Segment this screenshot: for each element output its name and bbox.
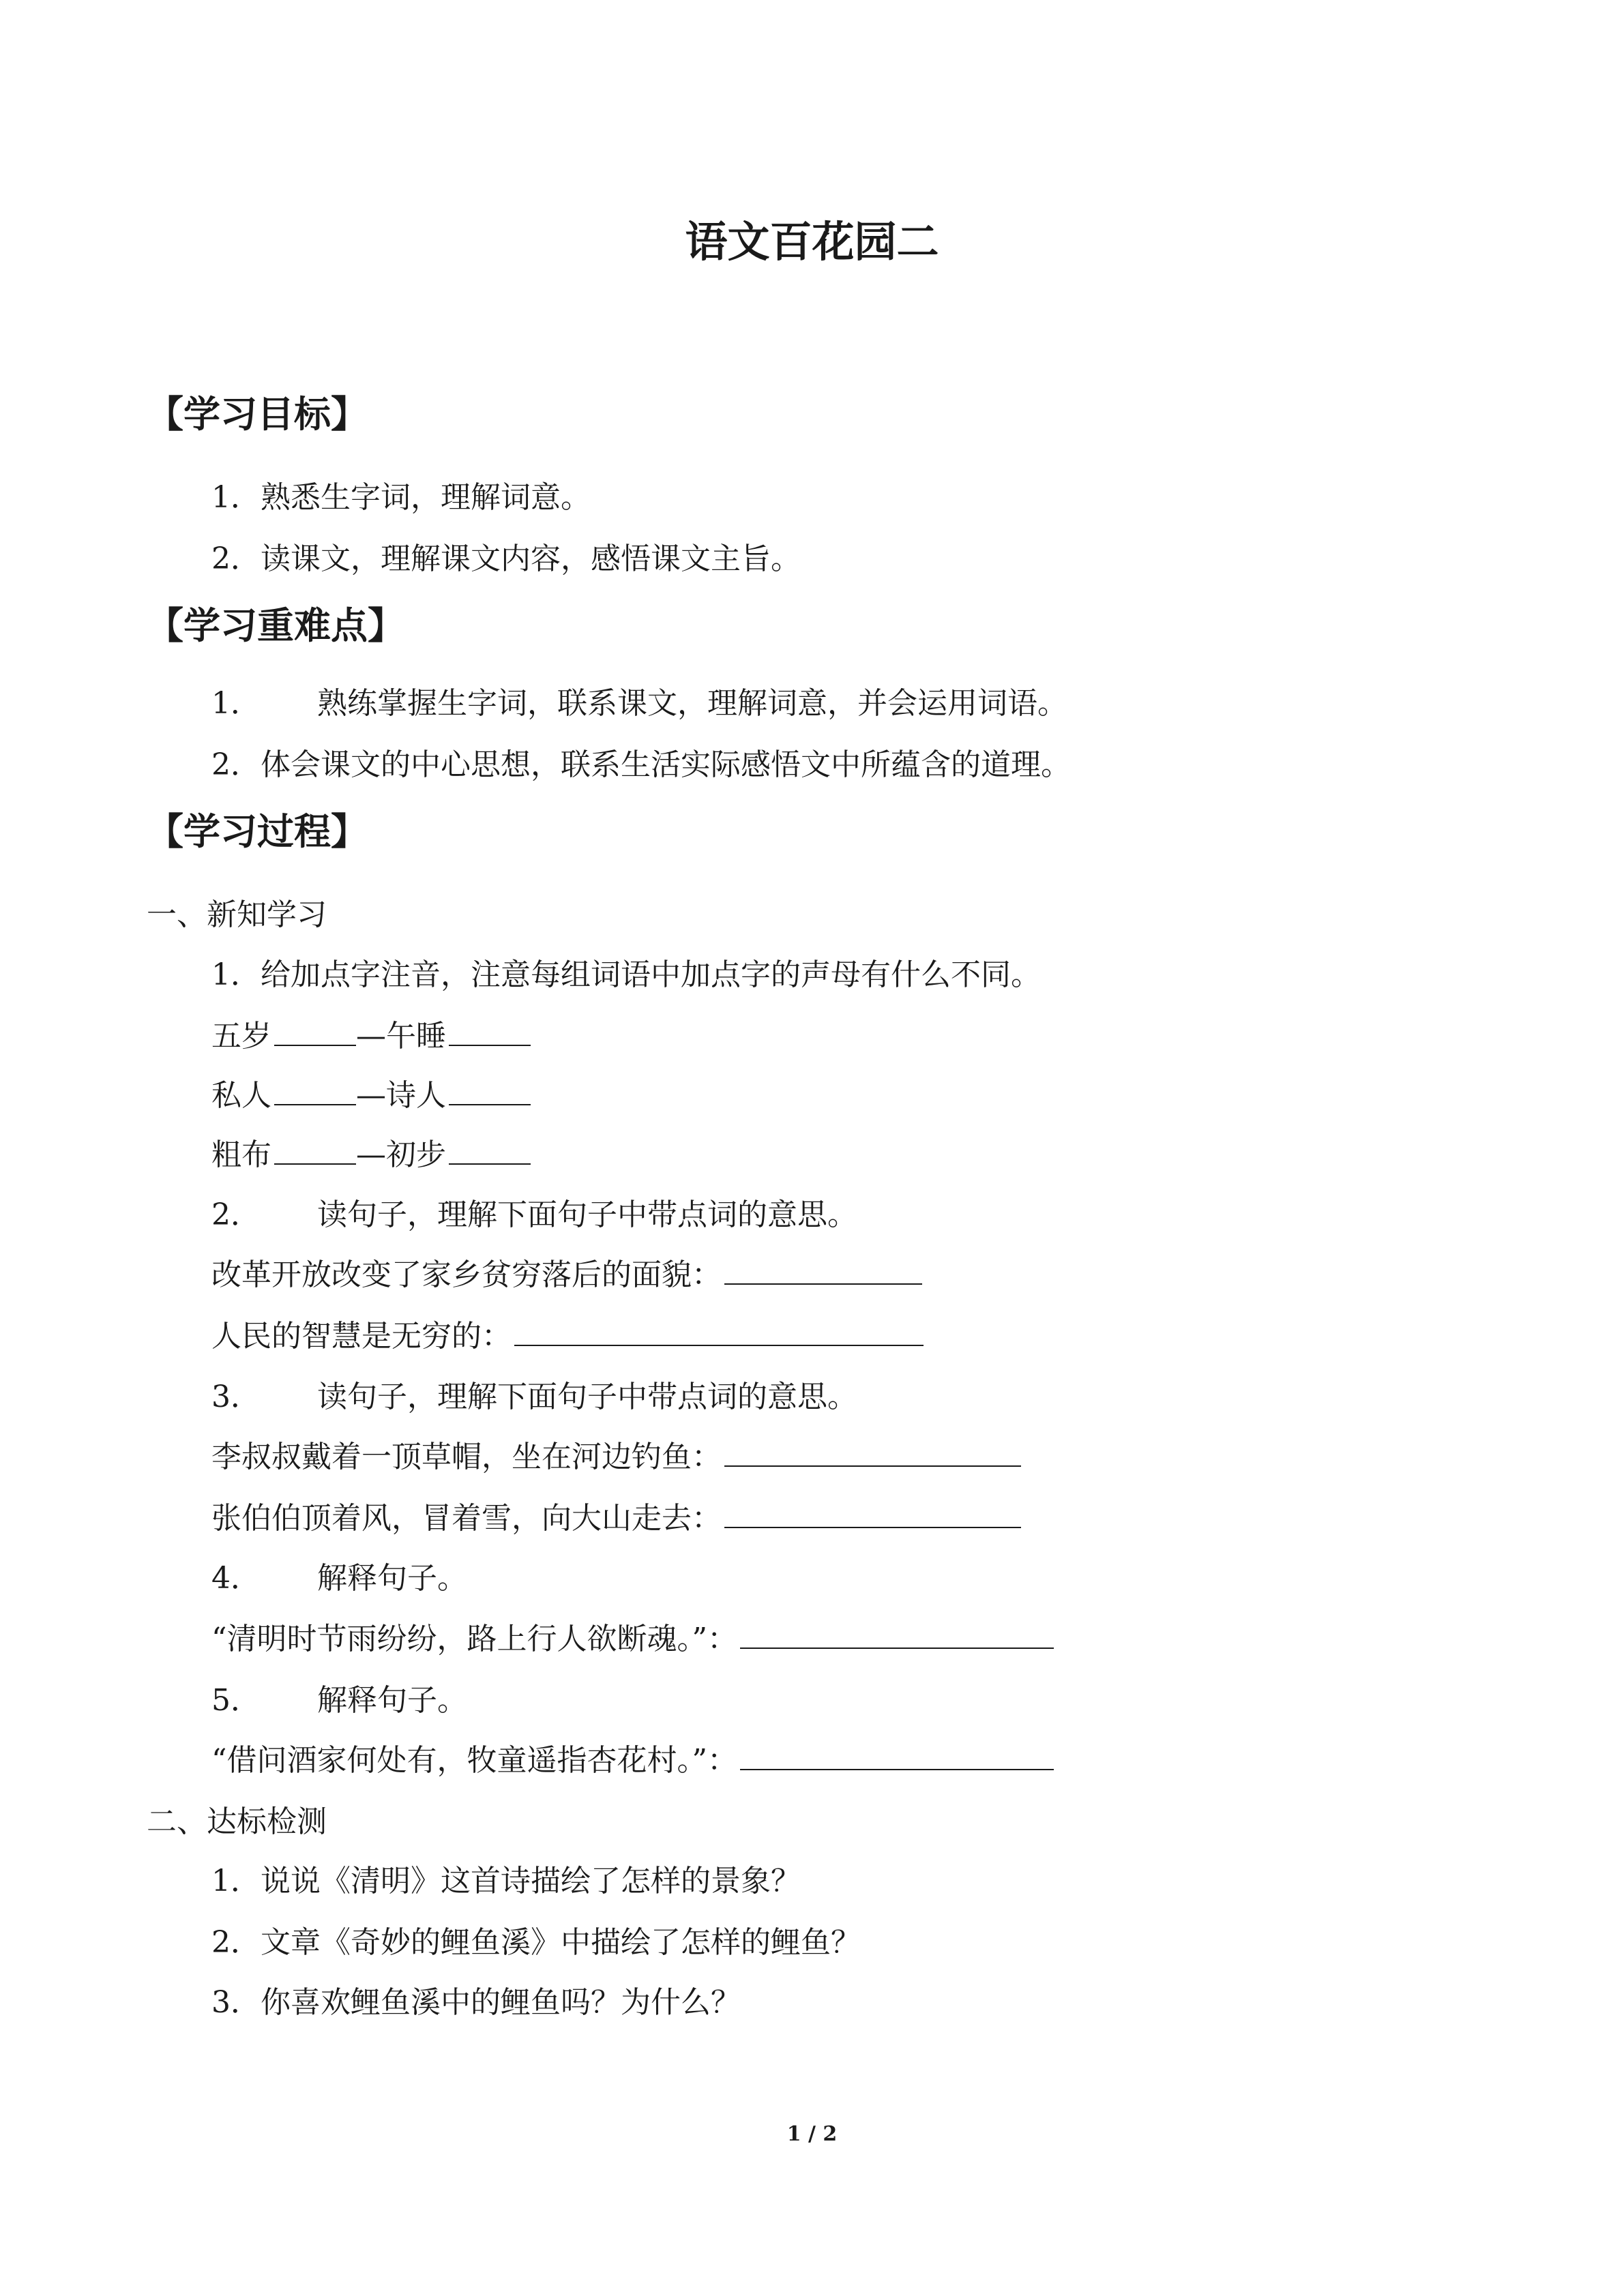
question-5	[211, 1675, 467, 1719]
sentence-line	[211, 1311, 924, 1355]
part-heading-assessment: 二、达标检测	[147, 1804, 327, 1839]
word-a: 粗布	[211, 1137, 271, 1172]
word-b: —初步	[356, 1137, 446, 1172]
question-3-text: 读句子，理解下面句子中带点词的意思。	[317, 1380, 857, 1414]
answer-blank[interactable]	[449, 1133, 531, 1165]
question-4-text: 解释句子。	[317, 1561, 467, 1596]
question-3	[211, 1372, 857, 1416]
word-pair-3	[211, 1130, 531, 1174]
question-1: 1．给加点字注音，注意每组词语中加点字的声母有什么不同。	[211, 957, 1041, 992]
keypoint-item-2: 2．体会课文的中心思想，联系生活实际感悟文中所蕴含的道理。	[211, 747, 1071, 782]
page-title: 语文百花园二	[685, 217, 939, 267]
check-item-1: 1．说说《清明》这首诗描绘了怎样的景象？	[211, 1864, 801, 1898]
sentence-line	[211, 1432, 1021, 1476]
answer-blank[interactable]	[724, 1253, 922, 1285]
answer-blank[interactable]	[724, 1435, 1021, 1467]
word-pair-1	[211, 1011, 531, 1055]
word-a: 私人	[211, 1078, 271, 1113]
word-pair-2	[211, 1071, 531, 1114]
question-4	[211, 1553, 467, 1597]
keypoint-item-1	[211, 679, 1067, 722]
answer-blank[interactable]	[274, 1133, 356, 1165]
word-a: 五岁	[211, 1019, 271, 1054]
check-item-3: 3．你喜欢鲤鱼溪中的鲤鱼吗？为什么？	[211, 1985, 741, 2020]
question-5-num: 5．	[211, 1683, 261, 1718]
sentence-text: 改革开放改变了家乡贫穷落后的面貌：	[211, 1257, 722, 1292]
sentence-line	[211, 1735, 1054, 1779]
sentence-line	[211, 1493, 1021, 1537]
answer-blank[interactable]	[274, 1074, 356, 1105]
answer-blank[interactable]	[449, 1015, 531, 1046]
objective-item-2: 2．读课文，理解课文内容，感悟课文主旨。	[211, 541, 801, 576]
check-item-2: 2．文章《奇妙的鲤鱼溪》中描绘了怎样的鲤鱼？	[211, 1925, 861, 1960]
section-heading-process: 【学习过程】	[147, 810, 368, 853]
question-5-text: 解释句子。	[317, 1683, 467, 1718]
answer-blank[interactable]	[724, 1497, 1021, 1528]
question-2-num: 2．	[211, 1197, 261, 1232]
sentence-text: 李叔叔戴着一顶草帽，坐在河边钓鱼：	[211, 1440, 722, 1474]
sentence-line	[211, 1614, 1054, 1658]
sentence-line	[211, 1250, 922, 1294]
word-b: —午睡	[356, 1019, 446, 1054]
page-number: 1 / 2	[786, 2122, 838, 2146]
answer-blank[interactable]	[740, 1739, 1054, 1770]
question-2-text: 读句子，理解下面句子中带点词的意思。	[317, 1197, 857, 1232]
sentence-text: “清明时节雨纷纷，路上行人欲断魂。”：	[211, 1622, 737, 1656]
answer-blank[interactable]	[449, 1074, 531, 1105]
answer-blank[interactable]	[274, 1015, 356, 1046]
part-heading-new-knowledge: 一、新知学习	[147, 897, 327, 932]
word-b: —诗人	[356, 1078, 446, 1113]
answer-blank[interactable]	[514, 1315, 924, 1346]
answer-blank[interactable]	[740, 1617, 1054, 1649]
keypoint-item-1-text: 熟练掌握生字词，联系课文，理解词意，并会运用词语。	[317, 686, 1067, 721]
objective-item-1: 1．熟悉生字词，理解词意。	[211, 480, 591, 515]
sentence-text: “借问酒家何处有，牧童遥指杏花村。”：	[211, 1743, 737, 1778]
question-3-num: 3．	[211, 1380, 261, 1414]
sentence-text: 张伯伯顶着风，冒着雪，向大山走去：	[211, 1501, 722, 1536]
keypoint-item-1-num: 1．	[211, 686, 261, 721]
section-heading-objectives: 【学习目标】	[147, 393, 368, 436]
question-2	[211, 1190, 857, 1234]
question-4-num: 4．	[211, 1561, 261, 1596]
sentence-text: 人民的智慧是无穷的：	[211, 1319, 512, 1354]
section-heading-keypoints: 【学习重难点】	[147, 604, 404, 647]
